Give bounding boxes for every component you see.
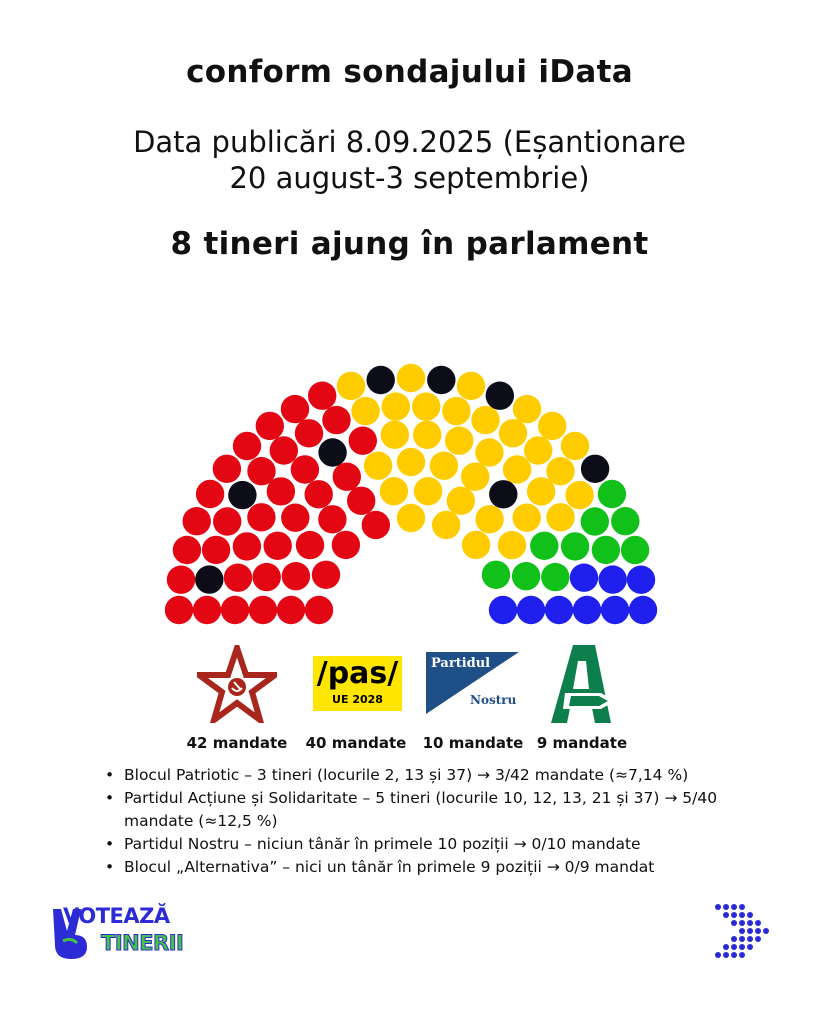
arrow-dot: [731, 936, 737, 942]
seat-party-1: [318, 505, 346, 533]
seat-party-1: [347, 487, 375, 515]
seat-young-mp: [486, 382, 514, 410]
seat-party-3: [611, 507, 639, 535]
arrow-dot: [723, 944, 729, 950]
arrow-dot: [763, 928, 769, 934]
arrow-dot: [739, 952, 745, 958]
seat-party-2: [447, 487, 475, 515]
arrow-dot: [739, 928, 745, 934]
seat-party-4: [601, 596, 629, 624]
subtitle-line-2: 20 august-3 septembrie): [229, 161, 590, 195]
mandates-label-4: 9 mandate: [536, 734, 628, 752]
seat-party-2: [499, 419, 527, 447]
seat-party-3: [581, 507, 609, 535]
seat-party-2: [351, 397, 379, 425]
seat-party-1: [332, 531, 360, 559]
arrow-dot: [715, 904, 721, 910]
seat-party-2: [503, 455, 531, 483]
seat-party-2: [414, 477, 442, 505]
seat-party-1: [277, 596, 305, 624]
seat-young-mp: [367, 366, 395, 394]
seat-party-3: [598, 480, 626, 508]
seat-party-3: [561, 532, 589, 560]
seat-young-mp: [581, 455, 609, 483]
arrow-dot: [731, 944, 737, 950]
seat-party-2: [475, 438, 503, 466]
seat-party-1: [349, 427, 377, 455]
arrow-dot: [739, 936, 745, 942]
seat-party-1: [305, 480, 333, 508]
seat-party-1: [165, 596, 193, 624]
seat-party-1: [362, 511, 390, 539]
voteaza-tinerii-logo: [47, 903, 192, 961]
seat-party-2: [380, 477, 408, 505]
seat-party-2: [565, 481, 593, 509]
seat-party-2: [397, 364, 425, 392]
seat-party-1: [196, 480, 224, 508]
seat-party-1: [213, 507, 241, 535]
arrow-dot: [755, 920, 761, 926]
seat-party-2: [381, 421, 409, 449]
seat-party-1: [308, 382, 336, 410]
seat-party-2: [527, 477, 555, 505]
seat-party-4: [489, 596, 517, 624]
seat-party-2: [397, 448, 425, 476]
seat-party-2: [382, 392, 410, 420]
seat-party-1: [256, 412, 284, 440]
seat-party-3: [512, 562, 540, 590]
arrow-dot: [739, 920, 745, 926]
dotted-arrow-icon: [712, 901, 776, 965]
seat-party-2: [442, 397, 470, 425]
seat-party-1: [296, 531, 324, 559]
note-item: • Blocul Patriotic – 3 tineri (locurile 2, 13 și 37) → 3/42 mandate (≈7,14 %): [103, 764, 793, 787]
seat-young-mp: [489, 480, 517, 508]
seat-party-1: [247, 503, 275, 531]
seat-party-2: [498, 531, 526, 559]
seat-party-1: [305, 596, 333, 624]
mandates-label-1: 42 mandate: [186, 734, 288, 752]
seat-party-1: [167, 566, 195, 594]
page-title: conform sondajului iData: [186, 54, 633, 90]
seat-party-1: [282, 562, 310, 590]
seat-party-1: [291, 455, 319, 483]
seat-party-1: [202, 536, 230, 564]
seat-party-4: [545, 596, 573, 624]
red-star-icon: [197, 645, 277, 723]
seat-party-1: [173, 536, 201, 564]
seat-party-1: [233, 532, 261, 560]
seat-party-2: [538, 412, 566, 440]
seat-party-2: [462, 531, 490, 559]
arrow-dot: [739, 904, 745, 910]
seat-party-1: [333, 463, 361, 491]
arrow-dot: [747, 912, 753, 918]
seat-party-2: [561, 432, 589, 460]
seat-party-2: [430, 452, 458, 480]
seat-party-2: [513, 395, 541, 423]
seat-party-1: [312, 561, 340, 589]
seat-young-mp: [195, 565, 223, 593]
seat-party-2: [546, 503, 574, 531]
seat-party-2: [445, 427, 473, 455]
arrow-dot: [723, 912, 729, 918]
seat-party-2: [471, 406, 499, 434]
arrow-dot: [731, 952, 737, 958]
subtitle-line-1: Data publicări 8.09.2025 (Eșantionare: [133, 125, 686, 159]
mandates-label-2: 40 mandate: [305, 734, 407, 752]
arrow-dot: [723, 904, 729, 910]
parliament-hemicycle-chart: [0, 300, 819, 640]
pas-logo-text: /pas/: [316, 656, 399, 691]
seat-party-2: [457, 372, 485, 400]
seat-party-2: [461, 463, 489, 491]
seat-young-mp: [427, 366, 455, 394]
seat-young-mp: [228, 481, 256, 509]
seat-party-2: [397, 504, 425, 532]
seat-party-1: [213, 455, 241, 483]
seat-party-3: [530, 532, 558, 560]
note-item: • Blocul „Alternativa” – nici un tânăr în primele 9 poziții → 0/9 mandat: [103, 856, 793, 879]
seat-party-1: [247, 457, 275, 485]
seat-party-3: [482, 561, 510, 589]
arrow-dot: [715, 952, 721, 958]
note-item: • Partidul Nostru – niciun tânăr în primele 10 poziții → 0/10 mandate: [103, 833, 793, 856]
brand-line-2: TINERII: [101, 931, 184, 955]
seat-party-3: [592, 536, 620, 564]
seat-party-4: [573, 596, 601, 624]
note-item: • Partidul Acțiune și Solidaritate – 5 tineri (locurile 10, 12, 13, 21 și 37) → 5/40 mandate (≈12,5 %): [103, 787, 793, 833]
seat-party-2: [337, 372, 365, 400]
arrow-dot: [739, 944, 745, 950]
seat-party-2: [412, 392, 440, 420]
seat-party-3: [541, 563, 569, 591]
seat-party-1: [281, 504, 309, 532]
seat-party-1: [253, 563, 281, 591]
partidul-nostru-logo: [426, 652, 519, 714]
arrow-dot: [723, 952, 729, 958]
seat-party-1: [295, 419, 323, 447]
arrow-dot: [747, 936, 753, 942]
seat-party-1: [224, 564, 252, 592]
seat-party-1: [183, 507, 211, 535]
seat-party-2: [413, 421, 441, 449]
notes-list: [103, 764, 793, 879]
arrow-dot: [731, 904, 737, 910]
seat-young-mp: [318, 438, 346, 466]
seat-party-2: [432, 511, 460, 539]
brand-line-1: VOTEAZĂ: [63, 904, 170, 928]
seat-party-2: [364, 452, 392, 480]
arrow-dot: [731, 912, 737, 918]
seat-party-1: [270, 436, 298, 464]
seat-party-4: [599, 565, 627, 593]
pn-logo-line-2: Nostru: [470, 693, 517, 707]
arrow-dot: [747, 928, 753, 934]
pas-logo: [313, 656, 402, 711]
seat-party-2: [524, 436, 552, 464]
pn-logo-line-1: Partidul: [431, 656, 491, 671]
seat-party-4: [570, 564, 598, 592]
alternativa-logo: [551, 645, 615, 723]
seat-party-1: [264, 532, 292, 560]
seat-party-1: [249, 596, 277, 624]
seat-party-3: [621, 536, 649, 564]
arrow-dot: [747, 920, 753, 926]
seat-party-1: [281, 395, 309, 423]
seat-party-4: [629, 596, 657, 624]
arrow-dot: [755, 928, 761, 934]
seat-party-4: [517, 596, 545, 624]
arrow-dot: [755, 936, 761, 942]
page-subtitle: [0, 124, 819, 196]
arrow-dot: [731, 920, 737, 926]
seat-party-2: [513, 504, 541, 532]
seat-party-1: [221, 596, 249, 624]
seat-party-4: [627, 566, 655, 594]
arrow-dot: [739, 912, 745, 918]
headline: 8 tineri ajung în parlament: [170, 226, 649, 262]
mandates-label-3: 10 mandate: [422, 734, 524, 752]
arrow-dot: [747, 944, 753, 950]
seat-party-2: [475, 505, 503, 533]
seat-party-1: [193, 596, 221, 624]
seat-party-1: [322, 406, 350, 434]
seat-party-1: [233, 432, 261, 460]
pas-logo-subtext: UE 2028: [332, 693, 383, 706]
